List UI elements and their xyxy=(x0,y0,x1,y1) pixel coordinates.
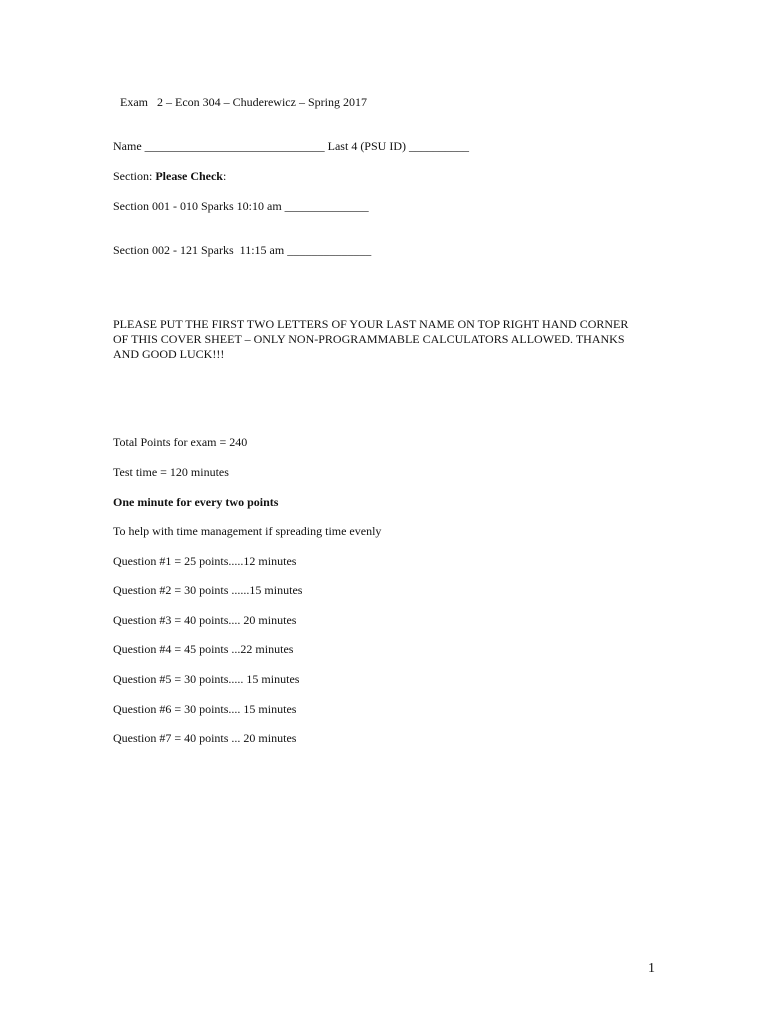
instructions-text: PLEASE PUT THE FIRST TWO LETTERS OF YOUR LAST NAME ON TOP RIGHT HAND CORNER OF THIS COVER SHEET – ONLY NON-PROGRAMMABLE CALCULATORS ALLOWED. THANKS AND GOOD LUCK!!! xyxy=(113,317,629,361)
question-6-allocation: Question #6 = 30 points.... 15 minutes xyxy=(113,702,297,716)
question-2-allocation: Question #2 = 30 points ......15 minutes xyxy=(113,583,303,597)
question-7-allocation: Question #7 = 40 points ... 20 minutes xyxy=(113,731,297,745)
exam-title: Exam 2 – Econ 304 – Chuderewicz – Spring 2017 xyxy=(120,95,367,109)
question-5-allocation: Question #5 = 30 points..... 15 minutes xyxy=(113,672,300,686)
time-management-note: To help with time management if spreading time evenly xyxy=(113,524,382,538)
section-label: Section: xyxy=(113,169,156,183)
name-psu-id-field: Name ______________________________ Last 4 (PSU ID) __________ xyxy=(113,139,469,153)
section-001-option: Section 001 - 010 Sparks 10:10 am ______________ xyxy=(113,199,369,213)
page-number: 1 xyxy=(648,961,655,976)
time-rule: One minute for every two points xyxy=(113,495,279,509)
total-points: Total Points for exam = 240 xyxy=(113,435,248,449)
test-time: Test time = 120 minutes xyxy=(113,465,229,479)
question-4-allocation: Question #4 = 45 points ...22 minutes xyxy=(113,642,294,656)
section-colon: : xyxy=(222,169,227,183)
section-please-check: Please Check xyxy=(155,169,223,183)
section-002-option: Section 002 - 121 Sparks 11:15 am ______________ xyxy=(113,243,372,257)
question-1-allocation: Question #1 = 25 points.....12 minutes xyxy=(113,554,297,568)
question-3-allocation: Question #3 = 40 points.... 20 minutes xyxy=(113,613,297,627)
section-prompt xyxy=(113,169,226,183)
